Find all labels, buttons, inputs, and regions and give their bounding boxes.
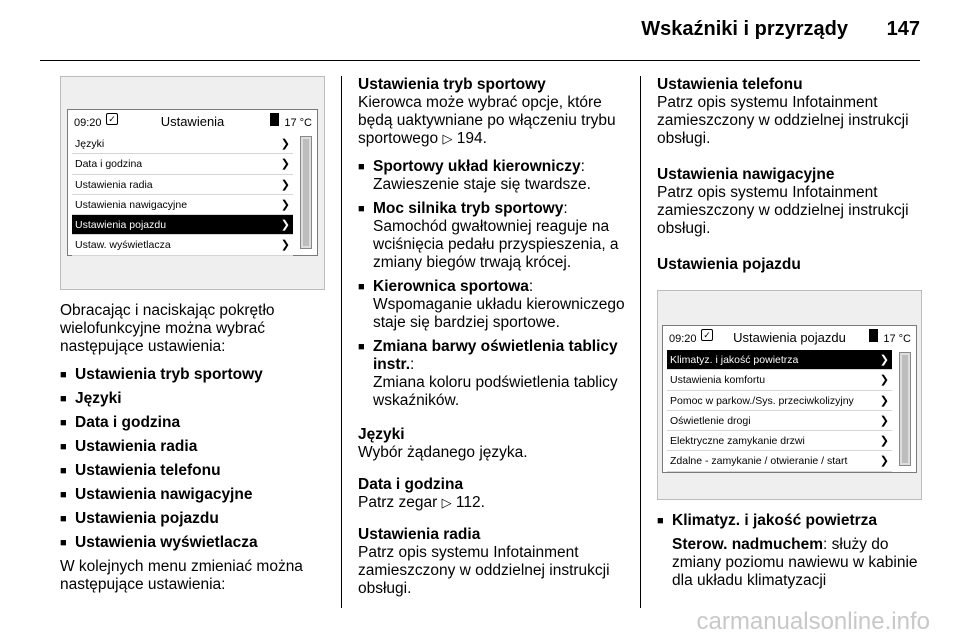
sport-bullet-term: Sportowy układ kierowniczy [373,158,581,175]
clock-icon: ✓ [701,329,713,341]
chevron-right-icon: ❯ [280,219,290,232]
menu-item[interactable] [72,134,293,154]
sport-bullet-sep: : [410,356,415,373]
sport-bullet-sep: : [580,158,585,175]
menu-item-label: Ustawienia radia [75,178,153,191]
scrollbar-thumb[interactable] [303,139,309,246]
menu-item[interactable] [667,370,892,390]
screen-title: Ustawienia [160,114,225,129]
date-heading: Data i godzina [358,476,464,493]
screen-title-row [68,110,317,132]
sport-bullet-sep: : [528,278,534,295]
column-3 [657,76,925,590]
sport-bullet-sep: : [563,200,568,217]
menu-item[interactable] [72,154,293,174]
menu-item-label: Elektryczne zamykanie drzwi [670,435,805,448]
menu-item-label: Języki [75,138,105,150]
menu-item-label: Ustaw. wyświetlacza [75,239,171,252]
menu-item-label: Ustawienia komfortu [670,374,766,387]
screen-title-row [663,326,916,348]
sport-bullet-term: Zmiana barwy oświetlenia tablicy instr. [373,338,618,373]
sport-bullet-text: Samochód gwałtowniej reaguje na wciśnięcia pedału przyspieszenia, a zmiany biegów trwają krócej. [373,218,619,271]
chevron-right-icon: ❯ [280,138,290,150]
menu-item[interactable] [667,350,892,370]
settings-bullet-item: ■ Ustawienia nawigacyjne [60,486,325,504]
lang-heading: Języki [358,426,405,443]
sport-bullet-term: Kierownica sportowa [373,278,529,295]
vehicle-settings-screenshot [657,290,922,500]
menu-item-label: Ustawienia pojazdu [75,219,167,232]
sport-bullet-text: Zmiana koloru podświetlenia tablicy wskaźników. [373,374,618,409]
section-title: Wskaźniki i przyrządy [641,18,848,40]
settings-bullet-item: ■ Ustawienia radia [60,438,325,456]
thermometer-icon [270,113,279,126]
intro-paragraph: Obracając i naciskając pokrętło wielofunkcyjne można wybrać następujące ustawienia: [60,302,275,355]
menu-item[interactable] [667,391,892,411]
settings-bullet-item: ■ Ustawienia pojazdu [60,510,325,528]
sub-term: Sterow. nadmuchem [672,536,824,553]
chevron-right-icon: ❯ [879,354,889,366]
sport-bullet-item [358,338,626,410]
page-reference-icon: ▷ [442,131,453,146]
chevron-right-icon: ❯ [879,455,889,468]
vehicle-menu-list [667,350,892,472]
lang-text: Wybór żądanego języka. [358,444,528,461]
sport-bullet-list [358,158,626,410]
menu-item[interactable] [667,451,892,471]
chevron-right-icon: ❯ [879,394,889,407]
sport-paragraph [358,94,626,148]
column-1 [60,76,325,604]
display-screen [67,109,318,256]
menu-item-label: Ustawienia nawigacyjne [75,198,188,211]
page-number: 147 [886,18,920,40]
menu-item-label: Zdalne - zamykanie / otwieranie / start [670,455,848,468]
climate-bullet: ■ Klimatyz. i jakość powietrza [657,512,925,530]
scrollbar[interactable] [300,136,312,249]
header-rule [40,60,920,61]
date-ref: 112. [455,494,485,511]
menu-item[interactable] [72,215,293,235]
chevron-right-icon: ❯ [879,435,889,448]
radio-text: Patrz opis systemu Infotainment zamieszczony w oddzielnej instrukcji obsługi. [358,544,610,597]
chevron-right-icon: ❯ [879,414,889,427]
screen-time: 09:20 [74,117,102,129]
sport-bullet-item [358,278,626,332]
settings-bullet-item: ■ Ustawienia telefonu [60,462,325,480]
date-text: Patrz zegar [358,494,438,511]
chevron-right-icon: ❯ [280,178,290,191]
settings-bullet-item: ■ Ustawienia wyświetlacza [60,534,325,552]
column-2 [358,76,626,608]
screen-temp: 17 °C [284,117,312,129]
screen-title: Ustawienia pojazdu [733,330,846,345]
display-screen [662,325,917,473]
sport-text: Kierowca może wybrać opcje, które będą uaktywniane po włączeniu trybu sportowego [358,94,616,147]
radio-heading: Ustawienia radia [358,526,481,543]
menu-item[interactable] [667,431,892,451]
menu-item-label: Klimatyz. i jakość powietrza [670,354,799,366]
nav-heading: Ustawienia nawigacyjne [657,166,835,183]
menu-item[interactable] [72,235,293,255]
scrollbar[interactable] [899,352,911,466]
settings-menu-list [72,134,293,256]
outro-paragraph: W kolejnych menu zmieniać można następujące ustawienia: [60,558,303,593]
thermometer-icon [869,329,878,342]
menu-item[interactable] [72,175,293,195]
sub-text: : służy do zmiany poziomu nawiewu w kabinie dla układu klimatyzacji [672,536,918,589]
watermark: carmanualsonline.info [696,608,930,635]
scrollbar-thumb[interactable] [902,355,908,463]
sport-ref: 194. [456,130,487,147]
phone-heading: Ustawienia telefonu [657,76,803,93]
sport-bullet-text: Wspomaganie układu kierowniczego staje się bardziej sportowe. [373,296,625,331]
menu-item-label: Oświetlenie drogi [670,414,751,427]
sport-heading: Ustawienia tryb sportowy [358,76,546,93]
sport-bullet-term: Moc silnika tryb sportowy [373,200,564,217]
screen-temp: 17 °C [883,333,911,345]
menu-item[interactable] [667,411,892,431]
page-header [0,0,960,60]
climate-sub-paragraph [657,536,925,590]
chevron-right-icon: ❯ [879,374,889,387]
page-reference-icon: ▷ [441,495,452,510]
nav-text: Patrz opis systemu Infotainment zamieszczony w oddzielnej instrukcji obsługi. [657,184,909,237]
column-divider [640,76,641,608]
date-paragraph [358,494,626,512]
settings-bullet-item: ■ Języki [60,390,325,408]
screen-time: 09:20 [669,333,697,345]
sport-bullet-item [358,158,626,194]
chevron-right-icon: ❯ [280,158,290,171]
menu-item[interactable] [72,195,293,215]
clock-icon: ✓ [106,113,118,125]
menu-item-label: Data i godzina [75,158,143,171]
settings-screenshot [60,76,325,290]
menu-item-label: Pomoc w parkow./Sys. przeciwkolizyjny [670,394,854,407]
settings-bullet-item: ■ Data i godzina [60,414,325,432]
chevron-right-icon: ❯ [280,198,290,211]
chevron-right-icon: ❯ [280,239,290,252]
sport-bullet-item [358,200,626,272]
phone-text: Patrz opis systemu Infotainment zamieszczony w oddzielnej instrukcji obsługi. [657,94,909,147]
column-divider [341,76,342,608]
settings-bullet-list [60,366,325,552]
sport-bullet-text: Zawieszenie staje się twardsze. [373,176,591,193]
vehicle-heading: Ustawienia pojazdu [657,256,801,273]
settings-bullet-item: ■ Ustawienia tryb sportowy [60,366,325,384]
